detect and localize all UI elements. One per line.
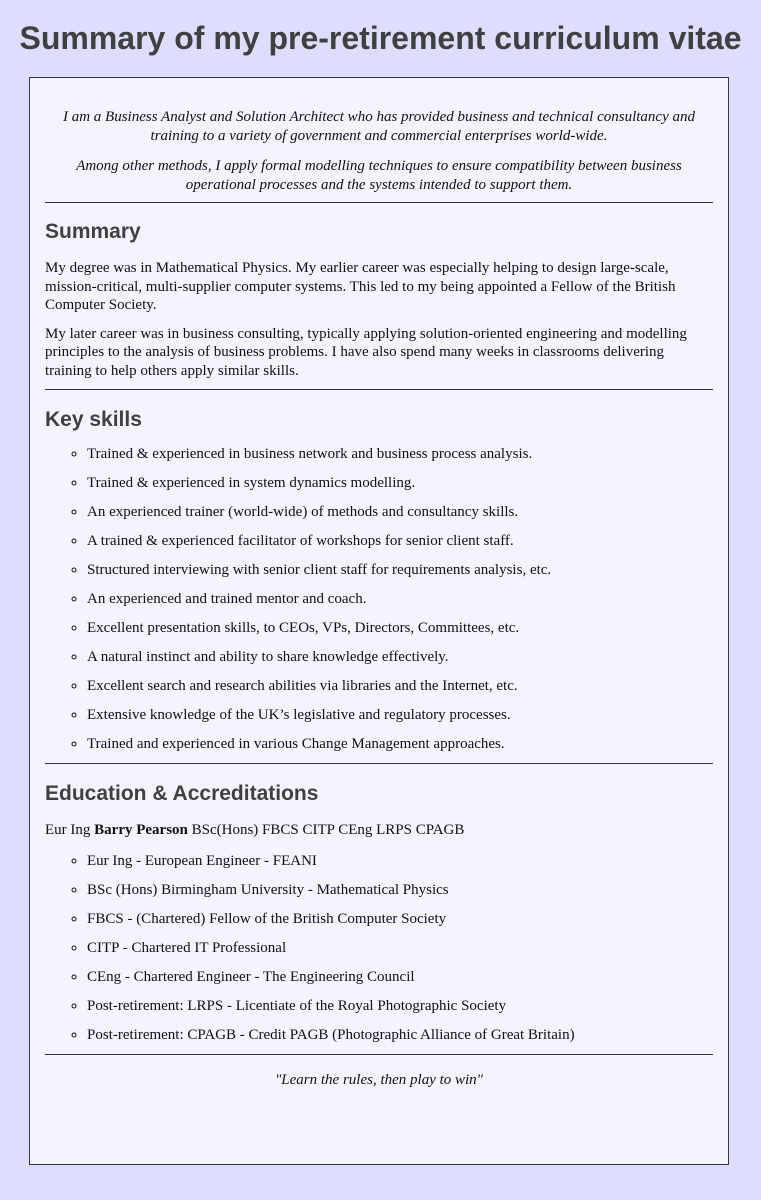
list-item: ◦ CITP - Chartered IT Professional <box>87 939 713 958</box>
list-item: ◦ An experienced and trained mentor and coach. <box>87 590 713 609</box>
list-item: ◦ A trained & experienced facilitator of workshops for senior client staff. <box>87 532 713 551</box>
summary-section <box>45 218 713 380</box>
credential-suffix: BSc(Hons) FBCS CITP CEng LRPS CPAGB <box>191 822 465 838</box>
summary-heading: Summary <box>45 220 141 243</box>
list-item: ◦ Eur Ing - European Engineer - FEANI <box>87 852 713 871</box>
list-item: ◦ An experienced trainer (world-wide) of methods and consultancy skills. <box>87 503 713 522</box>
list-item: ◦ Trained & experienced in system dynamics modelling. <box>87 474 713 493</box>
credentials-line <box>45 821 713 840</box>
page-title: Summary of my pre-retirement curriculum vitae <box>19 20 742 56</box>
skills-list <box>45 445 713 754</box>
summary-paragraph: My later career was in business consulting, typically applying solution-oriented engineering and modelling principles to the analysis of business problems. I have also spend many weeks in classrooms delivering training to help others apply similar skills. <box>45 325 687 379</box>
cv-card <box>29 77 729 1165</box>
list-item: ◦ Trained and experienced in various Change Management approaches. <box>87 735 713 754</box>
list-item: ◦ Excellent presentation skills, to CEOs, VPs, Directors, Committees, etc. <box>87 619 713 638</box>
list-item: ◦ Post-retirement: CPAGB - Credit PAGB (Photographic Alliance of Great Britain) <box>87 1026 713 1045</box>
education-section <box>45 780 713 1045</box>
divider <box>45 202 713 203</box>
skills-section <box>45 406 713 754</box>
list-item: ◦ Excellent search and research abilities via libraries and the Internet, etc. <box>87 677 713 696</box>
divider <box>45 389 713 390</box>
list-item: ◦ BSc (Hons) Birmingham University - Mathematical Physics <box>87 881 713 900</box>
skills-heading: Key skills <box>45 408 142 431</box>
footer-quote: "Learn the rules, then play to win" <box>274 1072 483 1088</box>
intro-paragraph: Among other methods, I apply formal modelling techniques to ensure compatibility between business operational processes and the systems intended to support them. <box>76 158 682 193</box>
education-list <box>45 852 713 1045</box>
list-item: ◦ Extensive knowledge of the UK’s legislative and regulatory processes. <box>87 706 713 725</box>
intro-paragraph: I am a Business Analyst and Solution Architect who has provided business and technical consultancy and training to a variety of government and commercial enterprises world-wide. <box>62 109 695 144</box>
intro-section <box>45 108 713 195</box>
divider <box>45 763 713 764</box>
list-item: ◦ FBCS - (Chartered) Fellow of the British Computer Society <box>87 910 713 929</box>
education-heading: Education & Accreditations <box>45 782 319 805</box>
summary-paragraph: My degree was in Mathematical Physics. My earlier career was especially helping to design large-scale, mission-critical, multi-supplier computer systems. This led to my being appointed a Fellow of the British Computer Society. <box>45 260 676 313</box>
list-item: ◦ A natural instinct and ability to share knowledge effectively. <box>87 648 713 667</box>
divider <box>45 1054 713 1055</box>
list-item: ◦ Post-retirement: LRPS - Licentiate of the Royal Photographic Society <box>87 997 713 1016</box>
list-item: ◦ Structured interviewing with senior client staff for requirements analysis, etc. <box>87 561 713 580</box>
credential-prefix: Eur Ing <box>45 822 91 838</box>
author-name: Barry Pearson <box>94 822 188 838</box>
list-item: ◦ Trained & experienced in business network and business process analysis. <box>87 445 713 464</box>
list-item: ◦ CEng - Chartered Engineer - The Engineering Council <box>87 968 713 987</box>
